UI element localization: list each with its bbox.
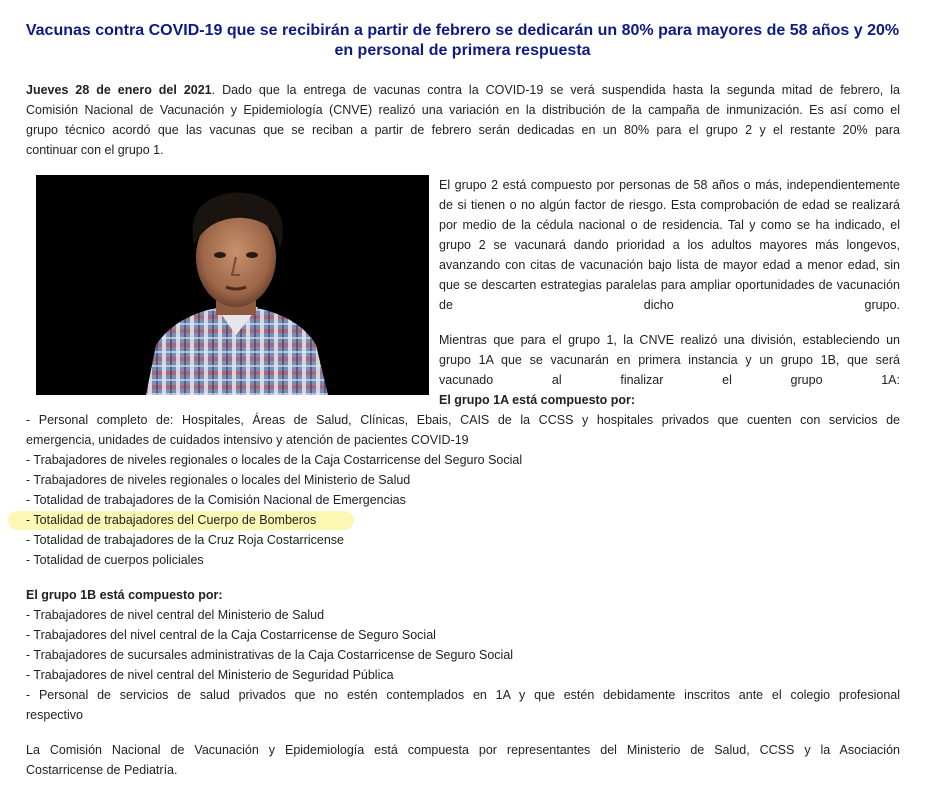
list-item: - Trabajadores de nivel central del Ministerio de Seguridad Pública bbox=[26, 668, 394, 682]
list-item: emergencia, unidades de cuidados intensivo y atención de pacientes COVID-19 bbox=[26, 433, 469, 447]
group2-paragraph: El grupo 2 está compuesto por personas de 58 años o más, independientemente de si tienen o no algún factor de riesgo. Esta comprobación de edad se realizará por medio de la cédula nacional o de residencia. Tal y como se ha indicado, el grupo 2 se vacunará dando prioridad a los adultos mayores más longevos, avanzando con citas de vacunación bajo lista de mayor edad a menor edad, sin que se descarten estrategias paralelas para ampliar oportunidades de vacunación de dicho grupo. bbox=[439, 178, 900, 312]
list-item: - Personal completo de: Hospitales, Áreas de Salud, Clínicas, Ebais, CAIS de la CCSS y hospitales privados que cuenten con servicios de bbox=[26, 413, 900, 427]
list-item: - Trabajadores de niveles regionales o locales del Ministerio de Salud bbox=[26, 473, 411, 487]
intro-date: Jueves 28 de enero del 2021 bbox=[26, 83, 212, 97]
group1b-heading: El grupo 1B está compuesto por: bbox=[26, 588, 223, 602]
list-item: - Trabajadores de sucursales administrativas de la Caja Costarricense de Seguro Social bbox=[26, 648, 514, 662]
list-item: - Trabajadores de nivel central del Ministerio de Salud bbox=[26, 608, 325, 622]
list-item: - Personal de servicios de salud privados que no estén contemplados en 1A y que estén debidamente inscritos ante el colegio profesional bbox=[26, 688, 900, 702]
intro-paragraph: Jueves 28 de enero del 2021. Dado que la entrega de vacunas contra la COVID-19 se verá suspendida hasta la segunda mitad de febrero, la Comisión Nacional de Vacunación y Epidemiología (CNVE) realizó una variación en la distribución de la campaña de inmunización. Es así como el grupo técnico acordó que las vacunas que se reciban a partir de febrero serán dedicadas en un 80% para el grupo 2 y el restante 20% para continuar con el grupo 1. bbox=[26, 83, 900, 157]
article-photo bbox=[36, 175, 429, 395]
group1a-heading: El grupo 1A está compuesto por: bbox=[439, 393, 636, 407]
man-portrait-image bbox=[36, 175, 429, 395]
list-item: - Trabajadores de niveles regionales o locales de la Caja Costarricense del Seguro Social bbox=[26, 453, 523, 467]
list-item: - Trabajadores del nivel central de la Caja Costarricense de Seguro Social bbox=[26, 628, 436, 642]
list-item: - Totalidad de trabajadores de la Comisión Nacional de Emergencias bbox=[26, 493, 406, 507]
group1b-list bbox=[26, 605, 900, 725]
list-item: - Totalidad de trabajadores de la Cruz Roja Costarricense bbox=[26, 533, 344, 547]
list-item-highlighted: - Totalidad de trabajadores del Cuerpo de Bomberos bbox=[26, 510, 900, 530]
group1a-list bbox=[26, 410, 900, 570]
outro-paragraph: La Comisión Nacional de Vacunación y Epidemiología está compuesta por representantes del Ministerio de Salud, CCSS y la Asociación Costarricense de Pediatría. bbox=[26, 743, 900, 777]
list-item: - Totalidad de cuerpos policiales bbox=[26, 553, 204, 567]
article-title: Vacunas contra COVID-19 que se recibirán a partir de febrero se dedicarán un 80% para mayores de 58 años y 20% en personal de primera respuesta bbox=[25, 22, 900, 59]
group1-paragraph: Mientras que para el grupo 1, la CNVE realizó una división, estableciendo un grupo 1A que se vacunarán en primera instancia y un grupo 1B, que será vacunado al finalizar el grupo 1A: bbox=[439, 333, 900, 387]
list-item: respectivo bbox=[26, 708, 83, 722]
